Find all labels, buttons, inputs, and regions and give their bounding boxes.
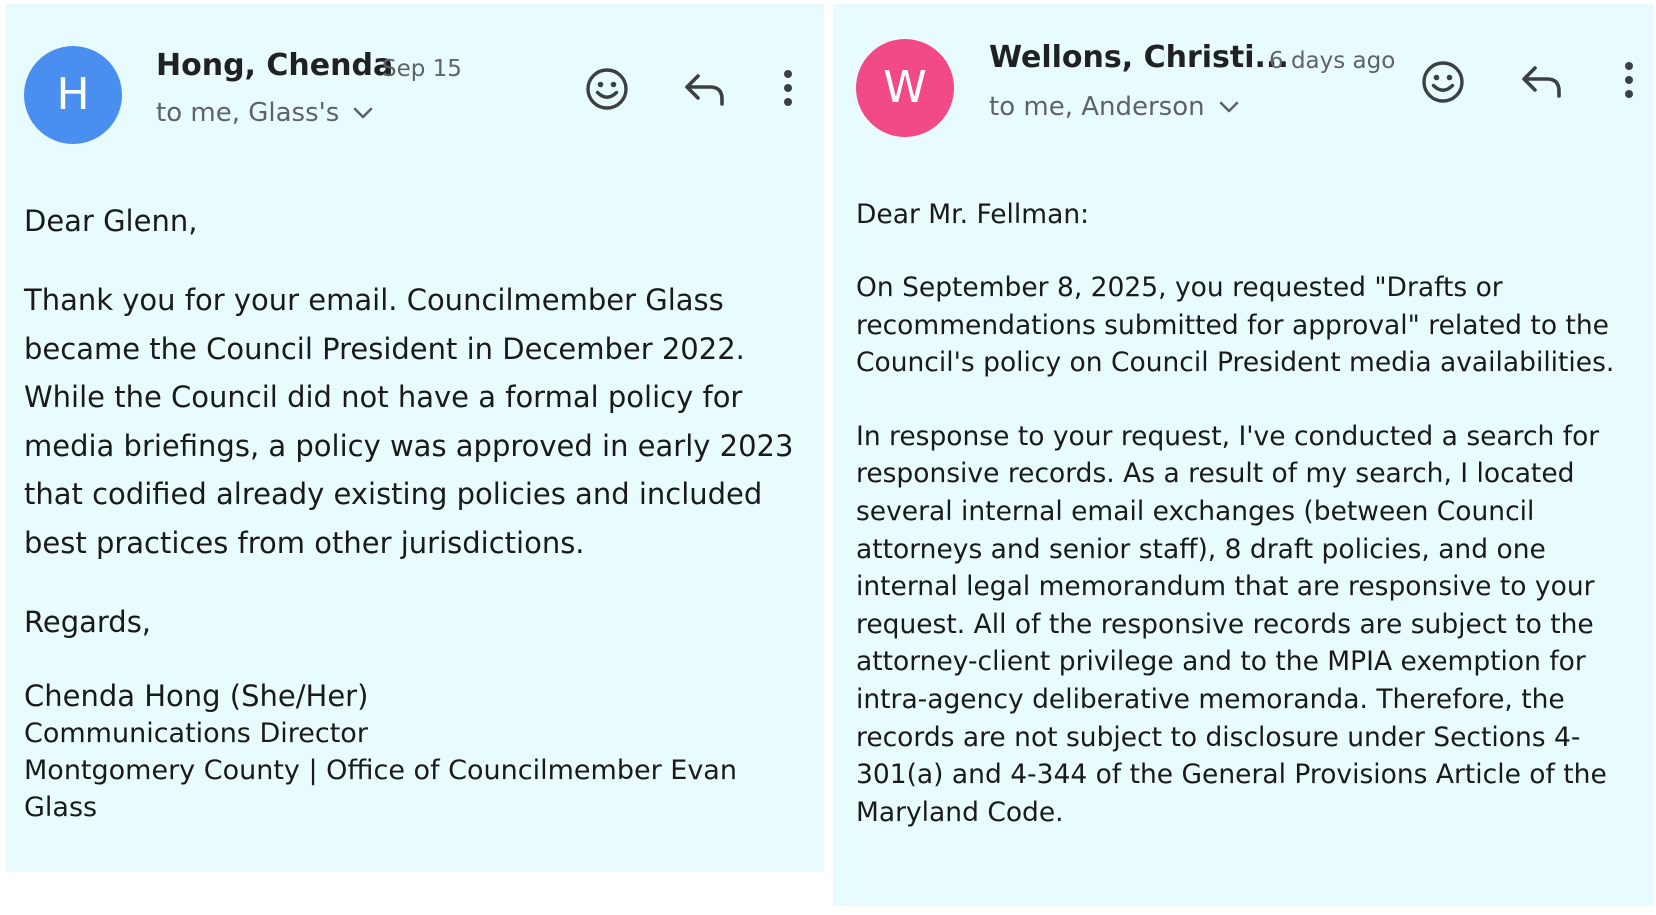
more-vert-icon[interactable] <box>1623 60 1635 100</box>
email-paragraph-1: On September 8, 2025, you requested "Drafts or recommendations submitted for approval" related to the Council's policy on Council President media availabilities. <box>856 272 1615 379</box>
recipients-label: to me, Anderson <box>989 92 1205 122</box>
chevron-down-icon[interactable] <box>353 106 373 120</box>
signature-title: Communications Director <box>24 718 368 749</box>
recipients-label: to me, Glass's <box>156 98 340 128</box>
smiley-icon[interactable] <box>1420 59 1466 105</box>
more-vert-icon[interactable] <box>782 68 794 108</box>
sender-avatar[interactable]: W <box>856 39 954 137</box>
email-card-left <box>6 4 824 872</box>
sender-avatar[interactable]: H <box>24 46 122 144</box>
recipients-toggle[interactable] <box>156 98 373 128</box>
email-greeting: Dear Mr. Fellman: <box>856 199 1090 230</box>
email-paragraph-2: In response to your request, I've conducted a search for responsive records. As a result of my search, I located several internal email exchanges (between Council attorneys and senior staff), 8 draft policies, and one internal legal memorandum that are responsive to your request. All of the responsive records are subject to the attorney-client privilege and to the MPIA exemption for intra-agency deliberative memoranda. Therefore, the records are not subject to disclosure under Sections 4-301(a) and 4-344 of the General Provisions Article of the Maryland Code. <box>856 420 1607 828</box>
email-body <box>856 197 1646 867</box>
recipients-toggle[interactable] <box>989 92 1239 122</box>
sender-name[interactable]: Hong, Chenda <box>156 48 394 83</box>
email-paragraph: Thank you for your email. Councilmember Glass became the Council President in December 2022. While the Council did not have a formal policy for media briefings, a policy was approved in early 2023 that codified already existing policies and included best practices from other jurisdictions. <box>24 283 794 560</box>
email-closing: Regards, <box>24 605 152 639</box>
chevron-down-icon[interactable] <box>1219 100 1239 114</box>
email-greeting: Dear Glenn, <box>24 204 198 238</box>
reply-icon[interactable] <box>684 72 728 108</box>
smiley-icon[interactable] <box>584 66 630 112</box>
email-date: Sep 15 <box>382 56 462 82</box>
email-date: 6 days ago <box>1269 48 1396 74</box>
signature-office: Montgomery County | Office of Councilmember Evan Glass <box>24 755 737 823</box>
reply-icon[interactable] <box>1521 64 1565 100</box>
email-card-right <box>833 4 1654 906</box>
sender-name[interactable]: Wellons, Christi... <box>989 40 1289 75</box>
signature-name: Chenda Hong (She/Her) <box>24 679 369 713</box>
email-body <box>24 204 814 826</box>
